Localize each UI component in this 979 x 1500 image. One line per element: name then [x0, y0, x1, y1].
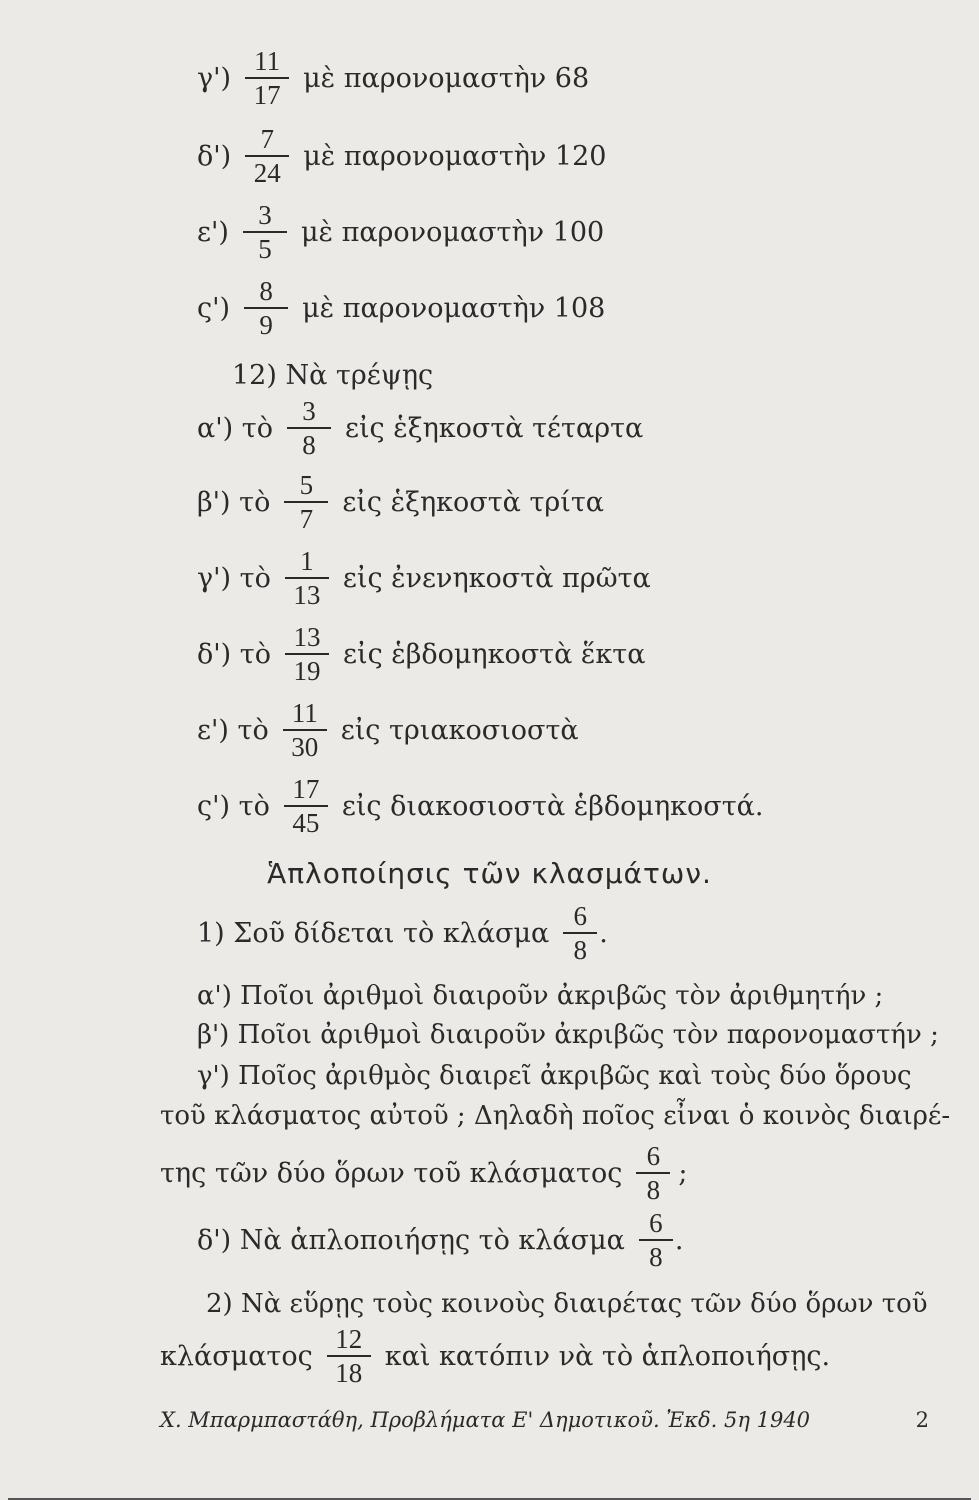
- ex12-item-e: [197, 700, 579, 761]
- denominator: 24: [253, 158, 281, 188]
- problem-1-end: .: [599, 918, 608, 949]
- question-c-end: ;: [678, 1158, 688, 1189]
- section-title: Ἁπλοποίησις τῶν κλασμάτων.: [267, 857, 712, 890]
- question-c-text: της τῶν δύο ὅρων τοῦ κλάσματος: [160, 1158, 623, 1189]
- fraction: [285, 548, 329, 609]
- denominator: 8: [646, 1175, 661, 1205]
- item-text: μὲ παρονομαστὴν 100: [300, 217, 605, 248]
- item-label: γ') τὸ: [197, 563, 271, 594]
- numerator: 11: [291, 698, 318, 728]
- fraction: [243, 202, 287, 263]
- fraction: [563, 903, 597, 964]
- numerator: 12: [335, 1324, 363, 1354]
- denominator: 17: [253, 80, 281, 110]
- footer-citation: Χ. Μπαρμπαστάθη, Προβλήματα Ε' Δημοτικοῦ. Ἐκδ. 5η 1940: [160, 1408, 811, 1432]
- item-label: γ'): [197, 63, 232, 94]
- ex12-item-s: [197, 776, 763, 837]
- item-top-g: [197, 48, 589, 109]
- question-d-end: .: [674, 1225, 684, 1256]
- problem-1: [197, 903, 608, 964]
- numerator: 11: [254, 46, 281, 76]
- denominator: 45: [292, 808, 320, 838]
- item-label: δ') τὸ: [197, 639, 271, 670]
- fraction: [639, 1210, 673, 1271]
- exercise-12-title: 12) Νὰ τρέψῃς: [232, 360, 434, 391]
- denominator: 9: [259, 310, 273, 340]
- fraction: [287, 398, 331, 459]
- page-footer: [160, 1408, 929, 1432]
- numerator: 7: [260, 124, 274, 154]
- denominator: 30: [291, 732, 319, 762]
- fraction: [284, 472, 328, 533]
- denominator: 7: [299, 504, 314, 534]
- fraction: [636, 1143, 670, 1204]
- item-label: δ'): [197, 141, 232, 172]
- item-label: ε') τὸ: [197, 715, 269, 746]
- ex12-item-b: [197, 472, 604, 533]
- item-label: ς') τὸ: [197, 791, 270, 822]
- fraction: [244, 278, 288, 339]
- numerator: 1: [300, 546, 314, 576]
- item-label: ς'): [197, 293, 231, 324]
- numerator: 13: [293, 622, 321, 652]
- question-c-line1: γ') Ποῖος ἀριθμὸς διαιρεῖ ἀκριβῶς καὶ τοὺς δύο ὅρους: [197, 1061, 912, 1091]
- denominator: 8: [302, 430, 316, 460]
- problem-2-line1: 2) Νὰ εὕρῃς τοὺς κοινοὺς διαιρέτας τῶν δύο ὅρων τοῦ: [206, 1289, 928, 1319]
- question-d-text: δ') Νὰ ἁπλοποιήσῃς τὸ κλάσμα: [197, 1225, 625, 1256]
- problem-2-end: καὶ κατόπιν νὰ τὸ ἁπλοποιήσῃς.: [384, 1341, 831, 1372]
- fraction: [327, 1326, 371, 1387]
- numerator: 6: [573, 901, 588, 931]
- question-a: α') Ποῖοι ἀριθμοὶ διαιροῦν ἀκριβῶς τὸν ἀριθμητήν ;: [197, 981, 884, 1011]
- item-text: εἰς ἑξηκοστὰ τέταρτα: [344, 413, 644, 444]
- item-text: εἰς διακοσιοστὰ ἑβδομηκοστά.: [341, 791, 764, 822]
- question-d: [197, 1210, 683, 1271]
- question-c-line2: τοῦ κλάσματος αὐτοῦ ; Δηλαδὴ ποῖος εἶναι ὁ κοινὸς διαιρέ-: [160, 1101, 951, 1131]
- problem-2-text: κλάσματος: [160, 1341, 313, 1372]
- item-top-s: [197, 278, 605, 339]
- fraction: [285, 624, 329, 685]
- item-top-e: [197, 202, 604, 263]
- fraction: [283, 700, 327, 761]
- fraction: [245, 126, 289, 187]
- item-text: εἰς ἑβδομηκοστὰ ἕκτα: [343, 639, 646, 670]
- problem-1-text: 1) Σοῦ δίδεται τὸ κλάσμα: [197, 918, 550, 949]
- denominator: 13: [293, 580, 321, 610]
- denominator: 5: [258, 234, 272, 264]
- ex12-item-g: [197, 548, 651, 609]
- item-label: β') τὸ: [197, 487, 271, 518]
- question-c-line3: [160, 1143, 687, 1204]
- denominator: 19: [293, 656, 321, 686]
- numerator: 17: [292, 774, 320, 804]
- problem-2-line2: [160, 1326, 830, 1387]
- denominator: 8: [573, 935, 588, 965]
- item-text: εἰς ἐνενηκοστὰ πρῶτα: [342, 563, 651, 594]
- item-label: α') τὸ: [197, 413, 273, 444]
- numerator: 6: [646, 1141, 661, 1171]
- denominator: 18: [335, 1358, 363, 1388]
- fraction: [284, 776, 328, 837]
- numerator: 8: [259, 276, 273, 306]
- item-text: μὲ παρονομαστὴν 68: [303, 63, 590, 94]
- page-number: 2: [915, 1408, 929, 1432]
- item-text: εἰς ἑξηκοστὰ τρίτα: [342, 487, 605, 518]
- numerator: 6: [649, 1208, 663, 1238]
- question-b: β') Ποῖοι ἀριθμοὶ διαιροῦν ἀκριβῶς τὸν παρονομαστήν ;: [197, 1020, 939, 1050]
- numerator: 3: [302, 396, 316, 426]
- item-text: μὲ παρονομαστὴν 108: [302, 293, 606, 324]
- fraction: [245, 48, 289, 109]
- denominator: 8: [649, 1242, 663, 1272]
- numerator: 5: [299, 470, 314, 500]
- ex12-item-d: [197, 624, 645, 685]
- item-top-d: [197, 126, 606, 187]
- item-label: ε'): [197, 217, 229, 248]
- numerator: 3: [258, 200, 272, 230]
- ex12-item-a: [197, 398, 643, 459]
- item-text: εἰς τριακοσιοστὰ: [340, 715, 579, 746]
- item-text: μὲ παρονομαστὴν 120: [303, 141, 607, 172]
